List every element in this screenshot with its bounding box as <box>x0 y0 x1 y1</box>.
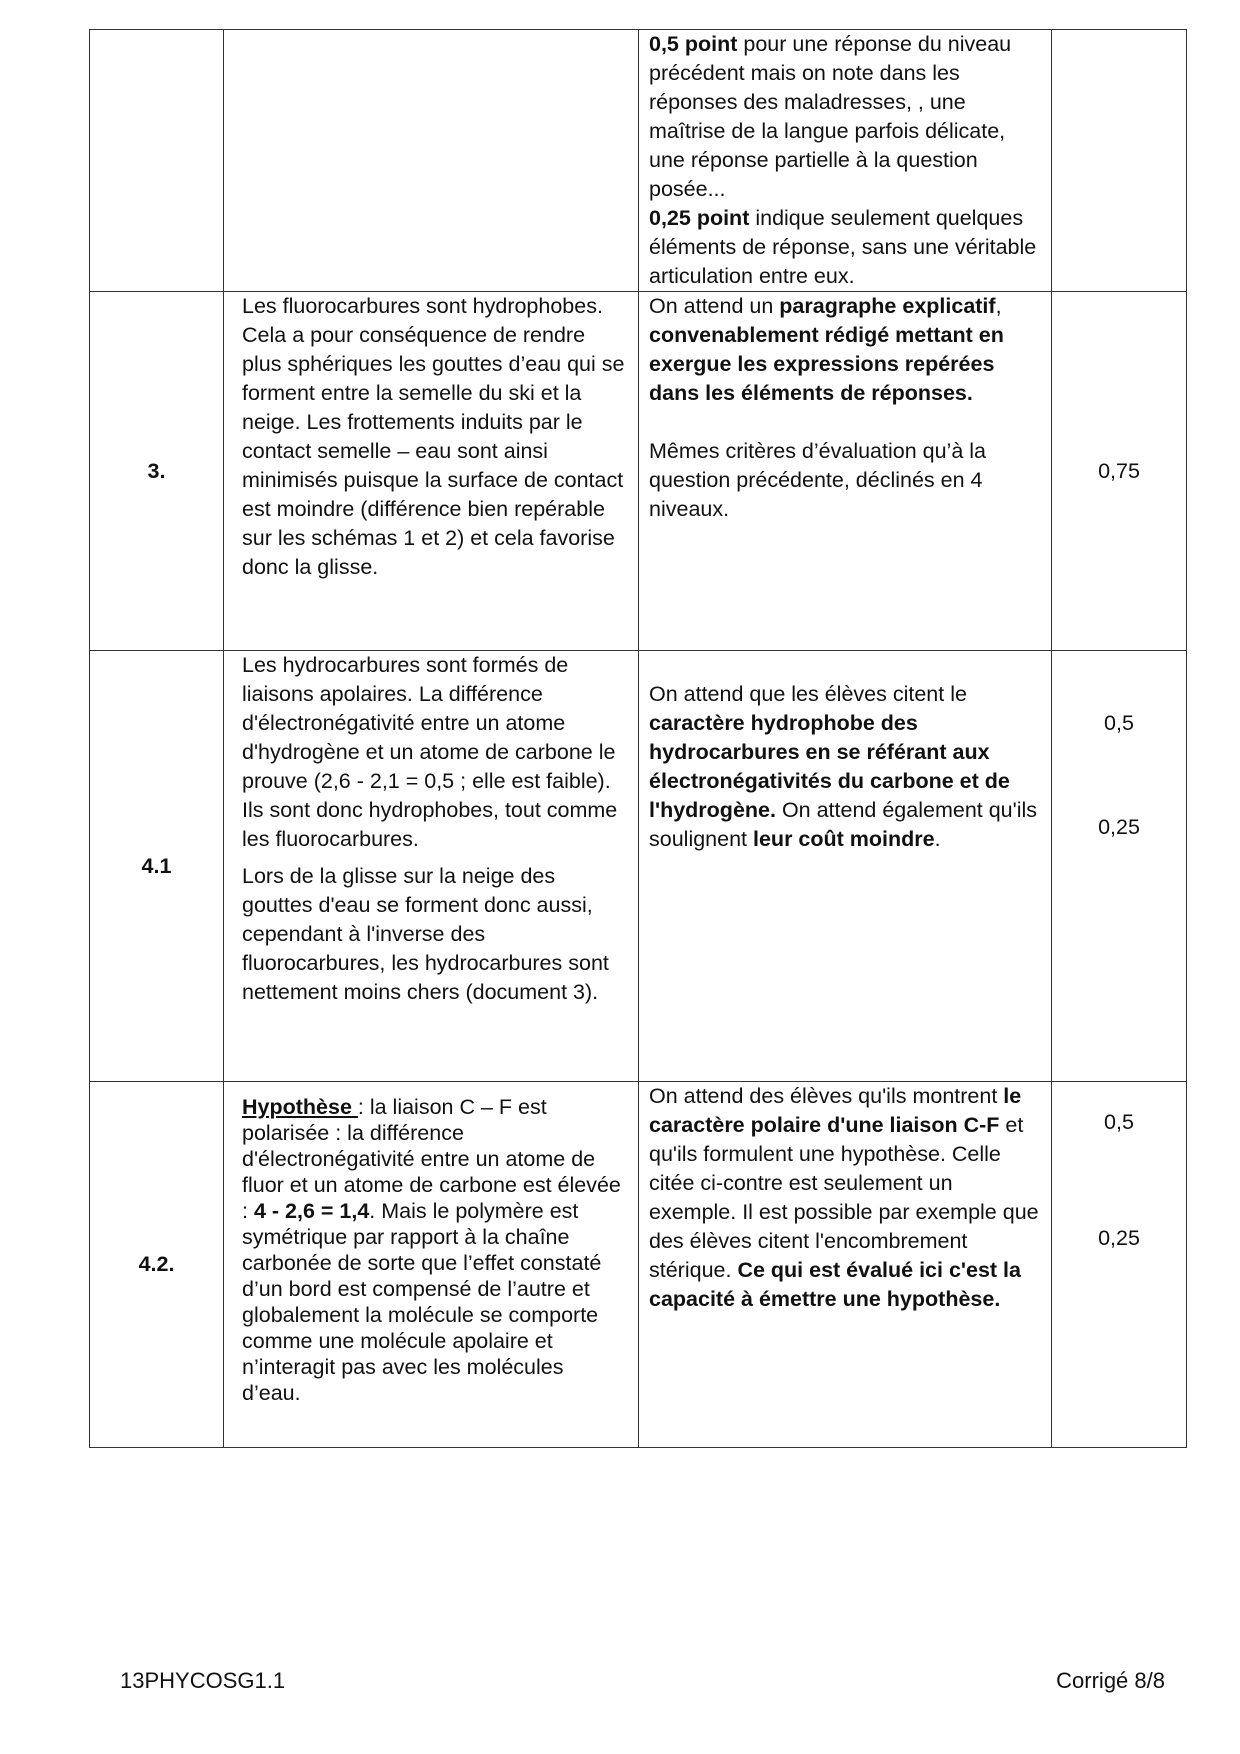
criteria-text: indique seulement quelques éléments de réponse, sans une véritable articulation entre eux. <box>649 206 1037 288</box>
points-value: 0,25 <box>1098 1226 1140 1250</box>
criteria-paragraph <box>649 680 1041 854</box>
answer-cell <box>224 30 639 292</box>
document-code: 13PHYCOSG1.1 <box>120 1668 286 1693</box>
criteria-text: et qu'ils formulent une hypothèse. Celle citée ci-contre est seulement un exemple. Il est possible par exemple que des élèves citent l'encombrement stérique. <box>649 1113 1039 1282</box>
answer-cell <box>224 1082 639 1448</box>
criteria-bold: 0,5 point <box>649 32 738 56</box>
answer-text: : la liaison C – F est polarisée : la différence d'électronégativité entre un atome de fluor et un atome de carbone est élevée : <box>242 1095 621 1223</box>
table-row <box>90 651 1187 1082</box>
criteria-bold: le caractère polaire d'une liaison C-F <box>649 1084 1022 1137</box>
answer-bold: 4 - 2,6 = 1,4 <box>253 1199 370 1223</box>
criteria-bold: Ce qui est évalué ici c'est la capacité à émettre une hypothèse. <box>649 1258 1021 1311</box>
criteria-text: pour une réponse du niveau précédent mais on note dans les réponses des maladresses, , une maîtrise de la langue parfois délicate, une réponse partielle à la question posée... <box>649 32 1012 201</box>
points-value: 0,5 <box>1104 711 1134 735</box>
criteria-text: , <box>995 294 1002 318</box>
answer-paragraph: Lors de la glisse sur la neige des gouttes d'eau se forment donc aussi, cependant à l'inverse des fluorocarbures, les hydrocarbures sont nettement moins chers (document 3). <box>242 864 609 1004</box>
points-cell <box>1052 1082 1187 1448</box>
criteria-cell <box>639 292 1052 651</box>
criteria-text: On attend un <box>649 294 780 318</box>
answer-paragraph <box>242 1094 626 1406</box>
table-row <box>90 292 1187 651</box>
points-cell <box>1052 30 1187 292</box>
criteria-cell <box>639 651 1052 1082</box>
points-cell <box>1052 651 1187 1082</box>
answer-cell <box>224 651 639 1082</box>
criteria-bold: 0,25 point <box>649 206 750 230</box>
criteria-paragraph: Mêmes critères d’évaluation qu’à la question précédente, déclinés en 4 niveaux. <box>649 439 986 521</box>
criteria-bold: caractère hydrophobe des hydrocarbures en se référant aux électronégativités du carbone et de l'hydrogène. <box>649 711 1010 822</box>
answer-paragraph: Les hydrocarbures sont formés de liaisons apolaires. La différence d'électronégativité entre un atome d'hydrogène et un atome de carbone le prouve (2,6 - 2,1 = 0,5 ; elle est faible). Ils sont donc hydrophobes, tout comme les fluorocarbures. <box>242 653 618 851</box>
grading-table <box>89 29 1187 1448</box>
page-number: Corrigé 8/8 <box>1056 1668 1165 1693</box>
answer-cell: Les fluorocarbures sont hydrophobes. Cela a pour conséquence de rendre plus sphériques les gouttes d’eau qui se forment entre la semelle du ski et la neige. Les frottements induits par le contact semelle – eau sont ainsi minimisés puisque la surface de contact est moindre (différence bien repérable sur les schémas 1 et 2) et cela favorise donc la glisse. <box>224 292 639 651</box>
hypothesis-label: Hypothèse <box>242 1095 358 1119</box>
criteria-text: On attend également qu'ils soulignent <box>649 798 1038 851</box>
points-cell: 0,75 <box>1052 292 1187 651</box>
points-value: 0,25 <box>1098 815 1140 839</box>
criteria-text: On attend que les élèves citent le <box>649 682 967 706</box>
question-number: 4.2. <box>90 1082 224 1448</box>
points-value: 0,5 <box>1104 1110 1134 1134</box>
table-row <box>90 30 1187 292</box>
answer-text: . Mais le polymère est symétrique par rapport à la chaîne carbonée de sorte que l’effet constaté d’un bord est compensé de l’autre et globalement la molécule se comporte comme une molécule apolaire et n’interagit pas avec les molécules d’eau. <box>242 1199 602 1405</box>
criteria-text: . <box>934 827 941 851</box>
criteria-text: On attend des élèves qu'ils montrent <box>649 1084 1004 1108</box>
criteria-bold: convenablement rédigé mettant en exergue les expressions repérées dans les éléments de réponses. <box>649 323 1004 405</box>
criteria-bold: leur coût moindre <box>753 827 935 851</box>
criteria-paragraph <box>649 292 1041 408</box>
question-number: 4.1 <box>90 651 224 1082</box>
criteria-cell <box>639 1082 1052 1448</box>
criteria-cell <box>639 30 1052 292</box>
table-row <box>90 1082 1187 1448</box>
question-number <box>90 30 224 292</box>
criteria-bold: paragraphe explicatif <box>779 294 996 318</box>
criteria-paragraph <box>649 1082 1041 1314</box>
question-number: 3. <box>90 292 224 651</box>
